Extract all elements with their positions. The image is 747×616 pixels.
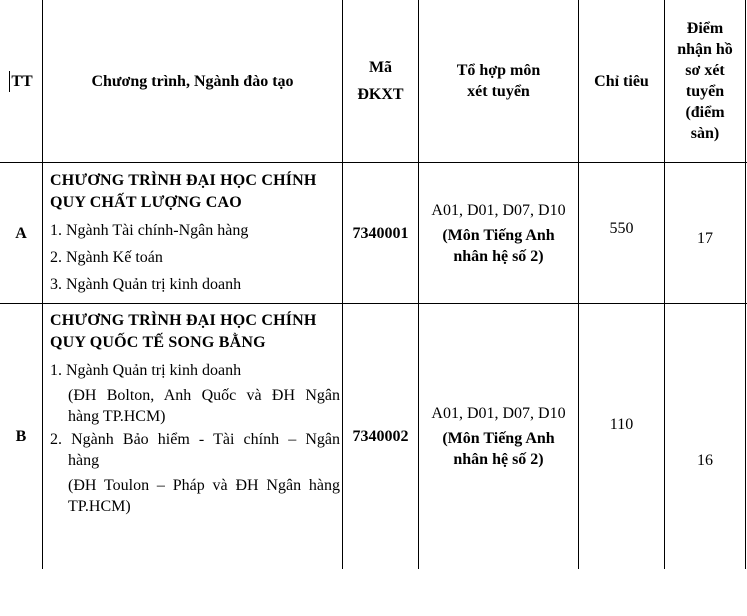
program-item: 3. Ngành Quản trị kinh doanh xyxy=(50,276,242,293)
header-tt: TT xyxy=(11,72,33,90)
program-item: TP.HCM) xyxy=(68,498,131,515)
program-title: CHƯƠNG TRÌNH ĐẠI HỌC CHÍNH xyxy=(50,312,317,329)
program-item: 2. Ngành Kế toán xyxy=(50,249,163,266)
program-item: (ĐH Bolton, Anh Quốc và ĐH Ngân xyxy=(68,387,340,404)
header-quota: Chỉ tiêu xyxy=(594,72,649,90)
program-title: QUY CHẤT LƯỢNG CAO xyxy=(50,194,242,211)
header-program: Chương trình, Ngành đào tạo xyxy=(91,72,294,90)
header-code: Mã ĐKXT xyxy=(357,59,404,103)
program-item: hàng xyxy=(68,452,100,469)
row-a-score: 17 xyxy=(697,229,713,247)
row-b-combo: A01, D01, D07, D10 (Môn Tiếng Anh nhân hệ số 2) xyxy=(431,405,566,468)
program-title: CHƯƠNG TRÌNH ĐẠI HỌC CHÍNH xyxy=(50,172,317,189)
program-item: 1. Ngành Tài chính-Ngân hàng xyxy=(50,222,249,239)
row-b-program xyxy=(50,310,340,517)
program-item: (ĐH Toulon – Pháp và ĐH Ngân hàng xyxy=(68,477,340,494)
header-score: Điểm nhận hồ sơ xét tuyển (điểm sàn) xyxy=(677,20,733,142)
program-item: 1. Ngành Quản trị kinh doanh xyxy=(50,362,242,379)
row-b-score: 16 xyxy=(697,451,713,469)
table-right-border xyxy=(745,0,746,569)
row-a-combo: A01, D01, D07, D10 (Môn Tiếng Anh nhân hệ số 2) xyxy=(431,201,566,265)
row-a-tt: A xyxy=(15,224,27,242)
row-b-quota: 110 xyxy=(609,415,634,433)
row-b-tt: B xyxy=(15,428,27,445)
row-a-quota: 550 xyxy=(609,219,634,237)
row-a-code: 7340001 xyxy=(352,224,409,242)
header-combo: Tổ hợp môn xét tuyển xyxy=(456,62,541,100)
program-item: hàng TP.HCM) xyxy=(68,408,166,425)
program-item: 2. Ngành Bảo hiểm - Tài chính – Ngân xyxy=(50,431,340,448)
row-a-program xyxy=(50,170,340,295)
program-title: QUY QUỐC TẾ SONG BẰNG xyxy=(50,334,266,351)
row-b-code: 7340002 xyxy=(352,428,409,445)
